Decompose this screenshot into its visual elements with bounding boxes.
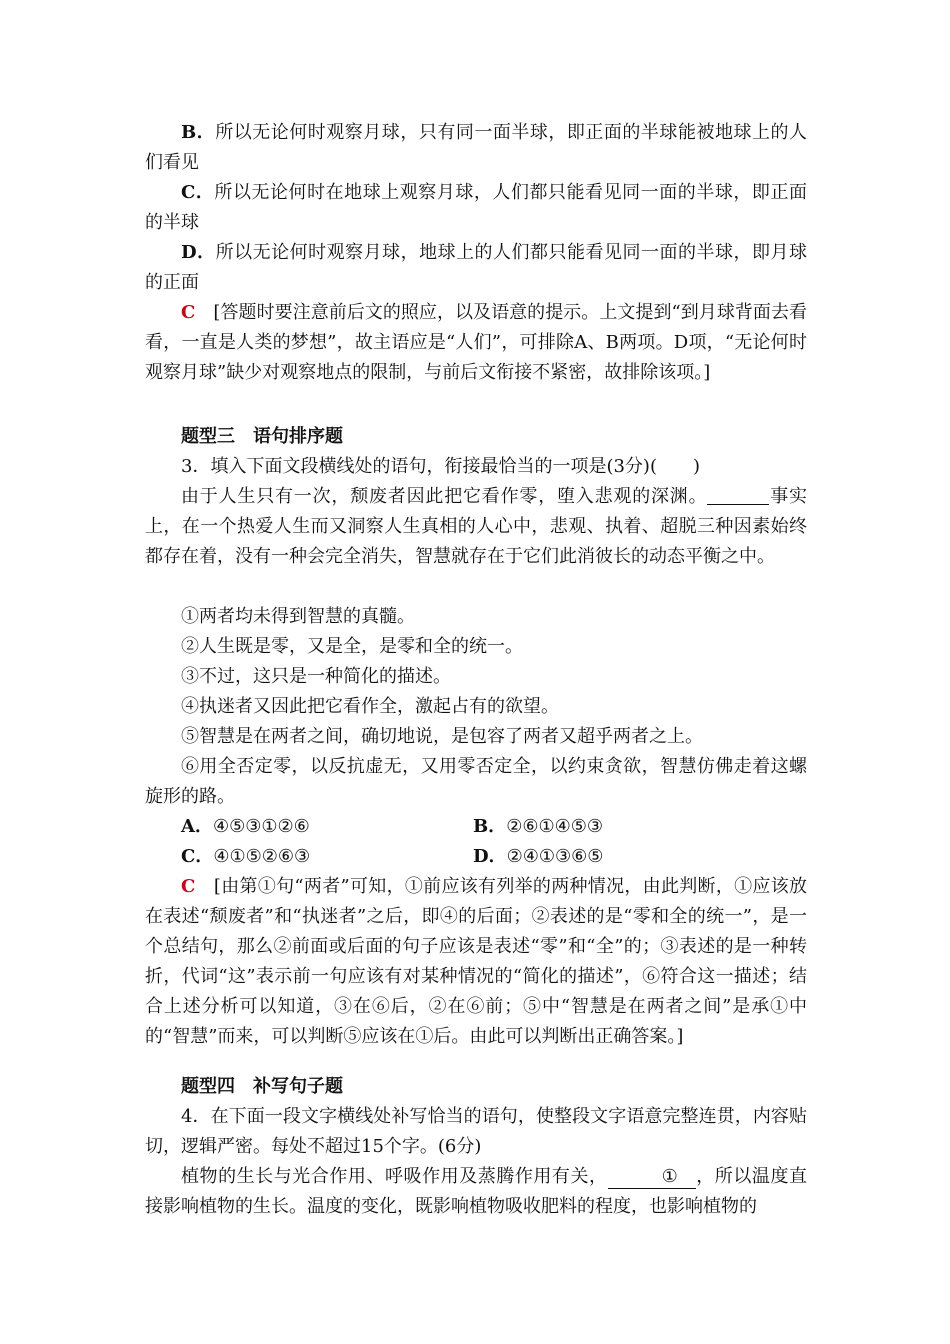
q2-answer	[145, 298, 807, 388]
question-passage	[145, 482, 807, 572]
answer-explanation: [答题时要注意前后文的照应，以及语意的提示。上文提到“到月球背面去看看，一直是人类的梦想”，故主语应是“人们”，可排除A、B两项。D项，“无论何时观察月球”缺少对观察地点的限制，与前后文衔接不紧密，故排除该项。]	[145, 302, 807, 383]
question-stem: 3．填入下面文段横线处的语句，衔接最恰当的一项是(3分)( )	[181, 456, 700, 477]
sentence-item: ①两者均未得到智慧的真髓。	[181, 606, 415, 627]
answer-blank	[707, 486, 769, 505]
q3-answer	[145, 872, 807, 1052]
section-title: 题型四 补写句子题	[181, 1076, 343, 1097]
option-text: 所以无论何时观察月球，只有同一面半球，即正面的半球能被地球上的人们看见	[145, 122, 807, 173]
q3-option-a	[181, 812, 310, 842]
option-label: C．	[181, 182, 215, 203]
q3-option-d	[473, 842, 603, 872]
option-label: D．	[473, 846, 507, 867]
q2-option-d	[145, 238, 807, 298]
sentence-item: ②人生既是零，又是全，是零和全的统一。	[181, 636, 523, 657]
sentence-item: ⑥用全否定零，以反抗虚无，又用零否定全，以约束贪欲，智慧仿佛走着这螺旋形的路。	[145, 756, 807, 807]
passage-text: 事实上，在一个热爱人生而又洞察人生真相的人心中，悲观、执着、超脱三种因素始终都存在着，没有一种会完全消失，智慧就存在于它们此消彼长的动态平衡之中。	[145, 486, 808, 567]
sentence-item: ③不过，这只是一种简化的描述。	[181, 666, 451, 687]
fill-blank: ①	[608, 1166, 696, 1189]
option-label: A．	[181, 816, 213, 837]
question-passage	[145, 1162, 807, 1222]
option-text: ②④①③⑥⑤	[506, 846, 604, 867]
option-text: ②⑥①④⑤③	[506, 816, 604, 837]
passage-text: 由于人生只有一次，颓废者因此把它看作零，堕入悲观的深渊。	[181, 486, 708, 507]
option-label: B．	[181, 122, 216, 143]
option-text: 所以无论何时观察月球，地球上的人们都只能看见同一面的半球，即月球的正面	[145, 242, 808, 293]
sentence-item: ④执迷者又因此把它看作全，激起占有的欲望。	[181, 696, 559, 717]
section-title: 题型三 语句排序题	[181, 426, 343, 447]
question-stem: 4．在下面一段文字横线处补写恰当的语句，使整段文字语意完整连贯，内容贴切，逻辑严密。每处不超过15个字。(6分)	[145, 1106, 807, 1157]
passage-text: 植物的生长与光合作用、呼吸作用及蒸腾作用有关，	[181, 1166, 608, 1187]
option-text: ④⑤③①②⑥	[212, 816, 310, 837]
passage-text: ，所以温度直接影响植物的生长。温度的变化，既影响植物吸收肥料的程度，也影响植物的	[145, 1166, 807, 1217]
answer-explanation: [由第①句“两者”可知，①前应该有列举的两种情况，由此判断，①应该放在表述“颓废者”和“执迷者”之后，即④的后面；②表述的是“零和全的统一”，是一个总结句，那么②前面或后面的句子应该是表述“零”和“全”的；③表述的是一种转折，代词“这”表示前一句应该有对某种情况的“简化的描述”，⑥符合这一描述；结合上述分析可以知道，③在⑥后，②在⑥前；⑤中“智慧是在两者之间”是承①中的“智慧”而来，可以判断⑤应该在①后。由此可以判断出正确答案。]	[145, 876, 807, 1047]
option-label: B．	[473, 816, 507, 837]
answer-letter: C	[181, 876, 196, 897]
q3-option-c	[181, 842, 310, 872]
option-label: C．	[181, 846, 214, 867]
q2-option-b	[145, 118, 807, 178]
answer-letter: C	[181, 302, 196, 323]
sentence-item: ⑤智慧是在两者之间，确切地说，是包容了两者又超乎两者之上。	[181, 726, 703, 747]
q3-option-b	[473, 812, 603, 842]
q2-option-c	[145, 178, 807, 238]
option-label: D．	[181, 242, 216, 263]
option-text: ④①⑤②⑥③	[213, 846, 311, 867]
option-text: 所以无论何时在地球上观察月球，人们都只能看见同一面的半球，即正面的半球	[145, 182, 808, 233]
